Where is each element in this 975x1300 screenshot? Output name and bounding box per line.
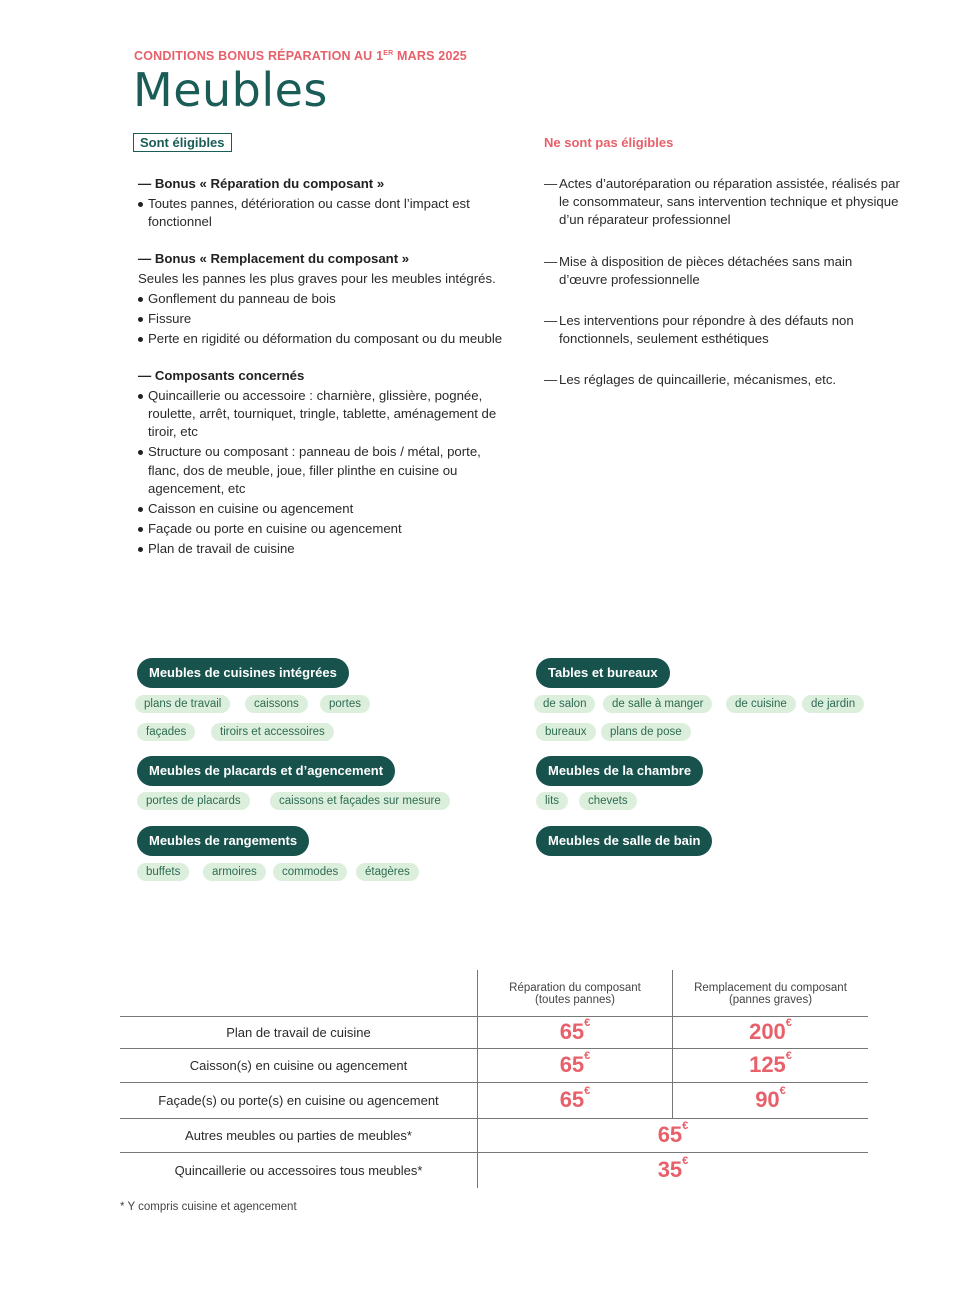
list-item: Caisson en cuisine ou agencement (138, 500, 508, 518)
list-item: Plan de travail de cuisine (138, 540, 508, 558)
category-bedroom: Meubles de la chambre (536, 756, 703, 786)
bonus-replace-intro: Seules les pannes les plus graves pour les meubles intégrés. (138, 270, 496, 286)
price-cell: 65€ (559, 1050, 591, 1077)
price-cell: 35€ (657, 1155, 689, 1182)
tag: de salle à manger (603, 695, 712, 713)
price-cell: 200€ (749, 1017, 792, 1044)
category-storage: Meubles de rangements (137, 826, 309, 856)
tag: buffets (137, 863, 189, 881)
table-row-label: Caisson(s) en cuisine ou agencement (189, 1058, 408, 1073)
price-cell: 90€ (755, 1085, 786, 1112)
tag: bureaux (536, 723, 596, 741)
table-rule (120, 1082, 868, 1083)
tag: étagères (356, 863, 419, 881)
tag: lits (536, 792, 568, 810)
col-head-replace: Remplacement du composant (pannes graves) (694, 982, 847, 1006)
tag: de salon (534, 695, 595, 713)
tag: chevets (579, 792, 637, 810)
kicker: CONDITIONS BONUS RÉPARATION AU 1ER MARS 2025 (134, 49, 467, 63)
list-item: Structure ou composant : panneau de bois / métal, porte, flanc, dos de meuble, joue, filler plinthe en cuisine ou agencement, etc (138, 443, 508, 498)
not-eligible-column (544, 175, 904, 390)
list-item: Toutes pannes, détérioration ou casse dont l’impact est fonctionnel (138, 195, 508, 231)
tag: portes (320, 695, 370, 713)
components-title: — Composants concernés (138, 367, 305, 383)
tag: caissons (245, 695, 308, 713)
not-eligible-label: Ne sont pas éligibles (544, 135, 674, 150)
table-row-label: Autres meubles ou parties de meubles* (185, 1128, 412, 1143)
list-item: — Les réglages de quincaillerie, mécanismes, etc. (544, 371, 904, 389)
tag: de jardin (802, 695, 864, 713)
category-tables: Tables et bureaux (536, 658, 670, 688)
tag: de cuisine (726, 695, 796, 713)
list-item: — Les interventions pour répondre à des défauts non fonctionnels, seulement esthétiques (544, 312, 904, 348)
category-bathroom: Meubles de salle de bain (536, 826, 712, 856)
tag: caissons et façades sur mesure (270, 792, 450, 810)
list-item: — Actes d’autoréparation ou réparation assistée, réalisés par le consommateur, sans intervention technique et physique d’un réparateur professionnel (544, 175, 904, 230)
col-head-repair: Réparation du composant (toutes pannes) (509, 982, 641, 1006)
table-row-label: Plan de travail de cuisine (226, 1025, 371, 1040)
table-rule (120, 1152, 868, 1153)
table-rule (120, 1048, 868, 1049)
page-title: Meubles (133, 63, 328, 117)
price-cell: 65€ (559, 1017, 591, 1044)
price-cell: 65€ (559, 1085, 591, 1112)
list-item: — Mise à disposition de pièces détachées sans main d’œuvre professionnelle (544, 253, 904, 289)
tag: armoires (203, 863, 266, 881)
list-item: Perte en rigidité ou déformation du composant ou du meuble (138, 330, 508, 348)
eligible-label: Sont éligibles (133, 133, 232, 152)
eligible-column (138, 175, 508, 559)
tag: plans de travail (135, 695, 230, 713)
list-item: Gonflement du panneau de bois (138, 290, 508, 308)
bonus-repair-title: — Bonus « Réparation du composant » (138, 176, 385, 191)
table-row-label: Quincaillerie ou accessoires tous meubles* (174, 1163, 423, 1178)
table-rule (120, 1118, 868, 1119)
list-item: Quincaillerie ou accessoire : charnière, glissière, pognée, roulette, arrêt, tourniquet, tringle, tablette, aménagement de tiroir, etc (138, 387, 508, 442)
tag: commodes (273, 863, 347, 881)
tag: tiroirs et accessoires (211, 723, 334, 741)
tag: plans de pose (601, 723, 691, 741)
list-item: Fissure (138, 310, 508, 328)
category-kitchen: Meubles de cuisines intégrées (137, 658, 349, 688)
tag: façades (137, 723, 195, 741)
category-closets: Meubles de placards et d’agencement (137, 756, 395, 786)
table-rule (120, 1016, 868, 1017)
table-row-label: Façade(s) ou porte(s) en cuisine ou agencement (158, 1093, 439, 1108)
footnote: * Y compris cuisine et agencement (120, 1201, 297, 1213)
price-cell: 125€ (749, 1050, 792, 1077)
list-item: Façade ou porte en cuisine ou agencement (138, 520, 508, 538)
tag: portes de placards (137, 792, 250, 810)
price-cell: 65€ (657, 1120, 689, 1147)
bonus-replace-title: — Bonus « Remplacement du composant » (138, 250, 410, 266)
